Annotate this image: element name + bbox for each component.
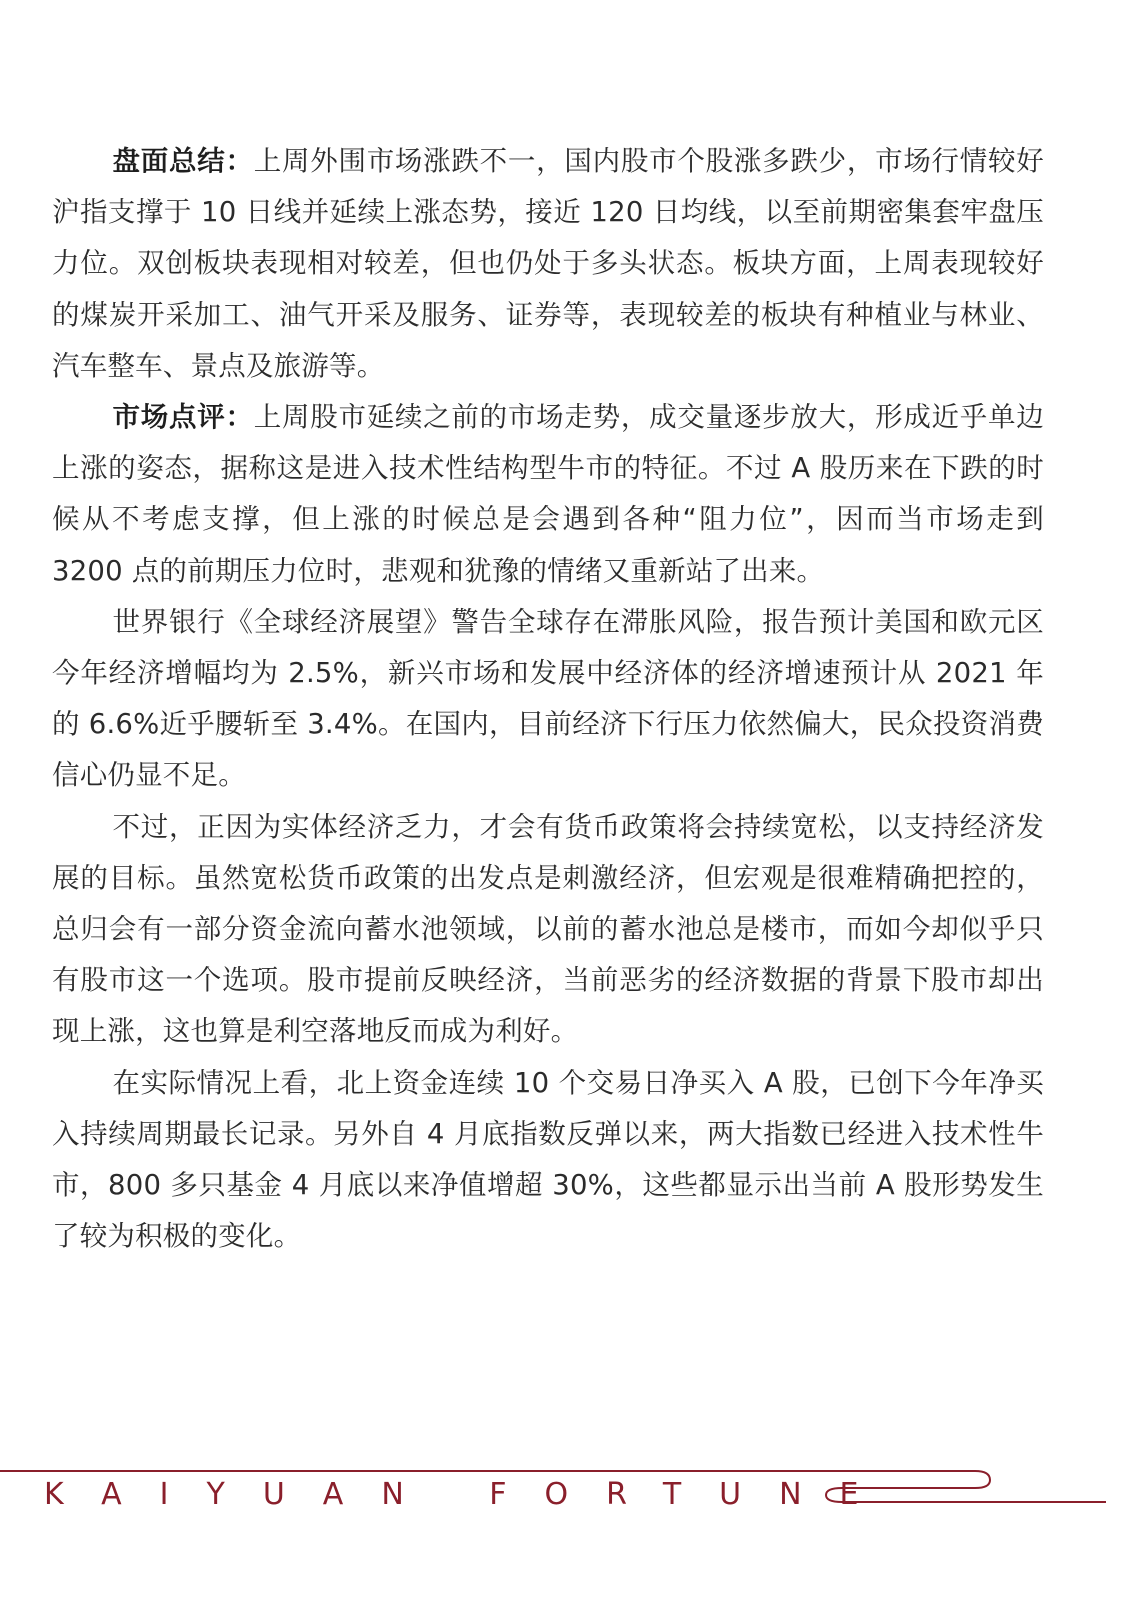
paragraph-text: 在实际情况上看，北上资金连续 10 个交易日净买入 A 股，已创下今年净买入持续周期最长记录。另外自 4 月底指数反弹以来，两大指数已经进入技术性牛市，800 多只基金 4 月底以来净值增超 30%，这些都显示出当前 A 股形势发生了较为积极的变化。 — [52, 1066, 1044, 1253]
paragraph-text: 世界银行《全球经济展望》警告全球存在滞胀风险，报告预计美国和欧元区今年经济增幅均为 2.5%，新兴市场和发展中经济体的经济增速预计从 2021 年的 6.6%近乎腰斩至 3.4%。在国内，目前经济下行压力依然偏大，民众投资消费信心仍显不足。 — [52, 605, 1044, 792]
paragraph-world-bank — [52, 597, 1044, 802]
paragraph-monetary-policy — [52, 802, 1044, 1058]
paragraph-text: 上周外围市场涨跌不一，国内股市个股涨多跌少，市场行情较好沪指支撑于 10 日线并延续上涨态势，接近 120 日均线，以至前期密集套牢盘压力位。双创板块表现相对较差，但也仍处于多头状态。板块方面，上周表现较好的煤炭开采加工、油气开采及服务、证券等，表现较差的板块有种植业与林业、汽车整车、景点及旅游等。 — [52, 145, 1044, 382]
article-body — [52, 136, 1044, 1262]
paragraph-text: 不过，正因为实体经济乏力，才会有货币政策将会持续宽松，以支持经济发展的目标。虽然宽松货币政策的出发点是刺激经济，但宏观是很难精确把控的，总归会有一部分资金流向蓄水池领域，以前的蓄水池总是楼市，而如今却似乎只有股市这一个选项。股市提前反映经济，当前恶劣的经济数据的背景下股市却出现上涨，这也算是利空落地反而成为利好。 — [52, 810, 1044, 1048]
footer-brand: KAIYUAN FORTUNE — [44, 1477, 897, 1512]
paragraph-market-comment — [52, 392, 1044, 597]
paragraph-lead: 市场点评： — [112, 401, 254, 434]
paragraph-northbound-funds — [52, 1058, 1044, 1263]
paragraph-market-summary — [52, 136, 1044, 392]
paragraph-lead: 盘面总结： — [112, 145, 254, 177]
paragraph-text: 上周股市延续之前的市场走势，成交量逐步放大，形成近乎单边上涨的姿态，据称这是进入技术性结构型牛市的特征。不过 A 股历来在下跌的时候从不考虑支撑，但上涨的时候总是会遇到各种“阻力位”，因而当市场走到 3200 点的前期压力位时，悲观和犹豫的情绪又重新站了出来。 — [52, 401, 1044, 587]
page-footer — [0, 1460, 1130, 1540]
